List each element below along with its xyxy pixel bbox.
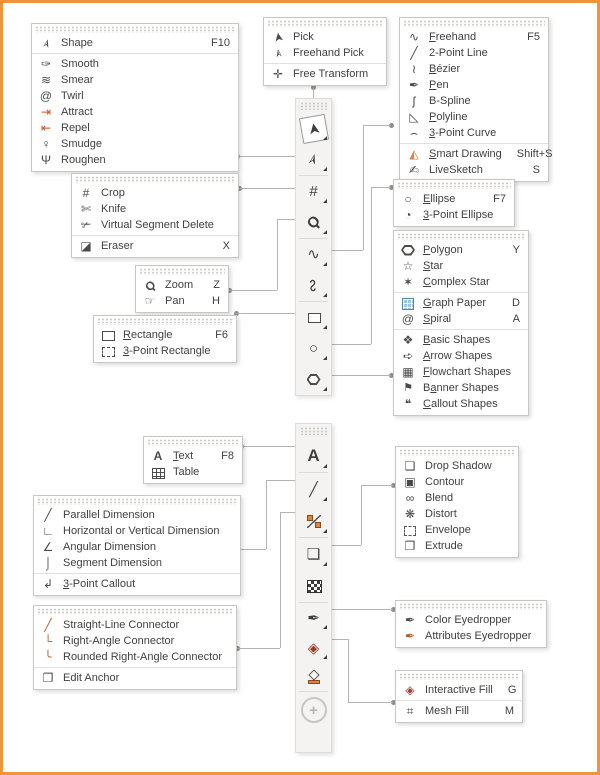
toolbar-grip xyxy=(300,427,327,435)
menu-item-shortcut: D xyxy=(512,297,520,309)
menu-item-envelope[interactable] xyxy=(396,522,518,538)
shape-icon: ➢ xyxy=(37,36,55,50)
connector-line xyxy=(331,250,363,251)
menu-item-label: Callout Shapes xyxy=(423,398,498,410)
basic-shapes-icon: ❖ xyxy=(402,333,414,347)
crop-icon: # xyxy=(82,186,90,200)
distort-icon: ❋ xyxy=(404,507,416,521)
menu-item-label: Arrow Shapes xyxy=(423,350,493,362)
menu-item-right-angle-connector[interactable] xyxy=(34,633,236,649)
smudge-icon: ♀ xyxy=(41,137,51,151)
freehand-tool[interactable] xyxy=(296,239,331,270)
zoom-tool[interactable] xyxy=(296,207,331,238)
attract-icon: ⇥ xyxy=(40,105,52,119)
dimension-tool[interactable] xyxy=(296,473,331,505)
menu-item-pen[interactable] xyxy=(400,77,548,93)
menu-item-label: Ellipse xyxy=(423,193,456,205)
effects-flyout xyxy=(395,446,519,558)
flyout-grip xyxy=(267,20,383,27)
freehand-icon: ∿ xyxy=(307,246,320,263)
three-point-callout-icon: ↲ xyxy=(42,577,54,591)
smart-drawing-icon: ◭ xyxy=(409,147,419,161)
menu-item-label: Knife xyxy=(101,203,127,215)
menu-item-3-point-rectangle[interactable] xyxy=(94,343,236,359)
menu-item-shortcut: S xyxy=(532,164,540,176)
menu-item-label: Basic Shapes xyxy=(423,334,491,346)
attributes-eyedropper-icon: ✒ xyxy=(404,629,416,643)
menu-item-label: Rectangle xyxy=(123,329,173,341)
menu-item-label: Eraser xyxy=(101,240,134,252)
menu-item-banner-shapes[interactable] xyxy=(394,380,528,396)
pick-icon: ➤ xyxy=(270,30,286,44)
twirl-icon: @ xyxy=(39,89,53,103)
blend-icon: ∞ xyxy=(405,491,415,505)
menu-item-table[interactable] xyxy=(144,464,242,480)
menu-item-label: Angular Dimension xyxy=(63,541,156,553)
callout-shapes-icon: ❝ xyxy=(404,397,412,411)
menu-item-label: Shape xyxy=(61,37,93,49)
menu-item-label: Repel xyxy=(61,122,90,134)
flyout-grip xyxy=(397,182,511,189)
spiral-icon: @ xyxy=(401,312,415,326)
menu-item-knife[interactable] xyxy=(72,201,238,217)
menu-item-3-point-callout[interactable] xyxy=(34,576,240,592)
flyout-grip xyxy=(399,673,519,680)
pick-tool[interactable] xyxy=(296,113,331,144)
menu-item-shortcut: Z xyxy=(213,279,220,291)
text-tool[interactable] xyxy=(296,438,331,472)
smooth-icon: ✑ xyxy=(40,57,52,71)
menu-item-label: Smart Drawing xyxy=(429,148,502,160)
freehand-pick-icon: ➣ xyxy=(270,46,286,60)
menu-separator xyxy=(32,53,238,54)
menu-item-smart-drawing[interactable] xyxy=(400,146,553,162)
menu-item-label: Virtual Segment Delete xyxy=(101,219,214,231)
transparency-tool[interactable] xyxy=(296,570,331,602)
menu-item-label: Distort xyxy=(425,508,457,520)
right-angle-connector-icon: └ xyxy=(43,634,53,648)
toolbox-customize-button[interactable] xyxy=(296,692,331,752)
ellipse-icon: ○ xyxy=(308,340,319,357)
menu-item-label: Pick xyxy=(293,31,314,43)
menu-separator xyxy=(394,329,528,330)
menu-item-label: Star xyxy=(423,260,444,272)
shape-tool[interactable] xyxy=(296,144,331,175)
menu-item-star[interactable] xyxy=(394,258,528,274)
menu-item-shortcut: Y xyxy=(512,244,520,256)
flyout-grip xyxy=(97,318,233,325)
flowchart-shapes-icon: ▦ xyxy=(402,365,414,379)
menu-item-label: Interactive Fill xyxy=(425,684,493,696)
smart-fill-tool[interactable] xyxy=(296,663,331,691)
flyout-grip xyxy=(75,176,235,183)
object-flyout xyxy=(393,230,529,416)
contour-icon: ▣ xyxy=(404,475,416,489)
menu-item-label: Spiral xyxy=(423,313,452,325)
menu-item-crop[interactable] xyxy=(72,185,238,201)
connector-line xyxy=(266,480,295,481)
text-icon: A xyxy=(153,449,163,463)
menu-item-2-point-line[interactable] xyxy=(400,45,548,61)
rectangle-icon xyxy=(101,329,115,342)
menu-item-label: Smear xyxy=(61,74,94,86)
connector-line xyxy=(363,125,364,250)
menu-item-label: 3-Point Ellipse xyxy=(423,209,494,221)
menu-item-color-eyedropper[interactable] xyxy=(396,612,546,628)
virtual-segment-delete-icon: ✃ xyxy=(80,218,92,232)
transparency-icon xyxy=(307,580,321,593)
polygon-icon xyxy=(401,244,415,257)
connector-line xyxy=(239,188,295,189)
menu-item-twirl[interactable] xyxy=(32,88,238,104)
customize-plus-icon: + xyxy=(301,697,327,723)
connector-line xyxy=(236,313,295,314)
menu-item-shortcut: F10 xyxy=(211,37,230,49)
angular-dimension-icon: ∠ xyxy=(42,540,54,554)
menu-item-label: Envelope xyxy=(425,524,471,536)
arrow-shapes-icon: ➪ xyxy=(402,349,414,363)
b-spline-icon: ʃ xyxy=(412,94,416,108)
shape-icon: ➢ xyxy=(303,151,324,168)
menu-separator xyxy=(34,667,236,668)
drop-shadow-tool[interactable] xyxy=(296,538,331,570)
menu-item-shortcut: M xyxy=(504,705,514,717)
rectangle-icon xyxy=(307,311,321,324)
connector-line xyxy=(277,219,278,290)
text-flyout xyxy=(143,436,243,484)
menu-item-rectangle[interactable] xyxy=(94,327,236,343)
shape-flyout xyxy=(31,23,239,172)
rectangle-flyout xyxy=(93,315,237,363)
menu-item-roughen[interactable] xyxy=(32,152,238,168)
flyout-grip xyxy=(37,498,237,505)
free-transform-icon: ✛ xyxy=(272,67,284,81)
menu-item-horizontal-or-vertical-dimension[interactable] xyxy=(34,523,240,539)
straight-line-connector-icon: ╱ xyxy=(44,618,52,632)
menu-item-3-point-ellipse[interactable] xyxy=(394,207,514,223)
graph-paper-icon xyxy=(401,297,415,310)
menu-item-label: Smudge xyxy=(61,138,102,150)
zoom-flyout xyxy=(135,265,229,313)
menu-item-label: Rounded Right-Angle Connector xyxy=(63,651,222,663)
two-point-line-icon: ╱ xyxy=(410,46,418,60)
ellipse-tool[interactable] xyxy=(296,333,331,364)
menu-item-virtual-segment-delete[interactable] xyxy=(72,217,238,233)
repel-icon: ⇤ xyxy=(40,121,52,135)
menu-item-label: Blend xyxy=(425,492,454,504)
pick-flyout xyxy=(263,17,387,86)
dimension-flyout xyxy=(33,495,241,596)
connector-line xyxy=(331,639,348,640)
menu-item-label: Free Transform xyxy=(293,68,369,80)
menu-item-polygon[interactable] xyxy=(394,242,528,258)
menu-item-blend[interactable] xyxy=(396,490,518,506)
connector-tool-icon xyxy=(307,515,321,528)
menu-item-label: 2-Point Line xyxy=(429,47,488,59)
connector-line xyxy=(331,545,361,546)
menu-item-smooth[interactable] xyxy=(32,56,238,72)
polygon-tool[interactable] xyxy=(296,364,331,395)
menu-item-label: Segment Dimension xyxy=(63,557,163,569)
banner-shapes-icon: ⚑ xyxy=(403,381,413,394)
menu-item-ellipse[interactable] xyxy=(394,191,514,207)
connector-tool[interactable] xyxy=(296,505,331,537)
menu-item-graph-paper[interactable] xyxy=(394,295,528,311)
menu-item-label: Roughen xyxy=(61,154,106,166)
menu-item-mesh-fill[interactable] xyxy=(396,703,522,719)
menu-item-extrude[interactable] xyxy=(396,538,518,554)
menu-item-label: Bézier xyxy=(429,63,461,75)
menu-item-label: Graph Paper xyxy=(423,297,486,309)
toolbox-bottom xyxy=(295,423,332,753)
eyedropper-flyout xyxy=(395,600,547,648)
menu-item-polyline[interactable] xyxy=(400,109,548,125)
rounded-right-angle-connector-icon: ╰ xyxy=(44,650,52,664)
menu-item-spiral[interactable] xyxy=(394,311,528,327)
menu-item-label: Right-Angle Connector xyxy=(63,635,175,647)
crop-flyout xyxy=(71,173,239,258)
menu-item-smear[interactable] xyxy=(32,72,238,88)
menu-item-label: Freehand Pick xyxy=(293,47,364,59)
menu-item-zoom[interactable] xyxy=(136,277,228,293)
menu-item-shortcut: F8 xyxy=(221,450,234,462)
connector-line xyxy=(371,187,391,188)
toolbar-grip xyxy=(300,102,327,110)
extrude-icon: ❒ xyxy=(404,539,416,553)
menu-item-shortcut: A xyxy=(512,313,520,325)
menu-item-freehand[interactable] xyxy=(400,29,548,45)
parallel-dimension-icon: ╱ xyxy=(44,508,52,522)
menu-item-label: Smooth xyxy=(61,58,99,70)
freehand-icon: ∿ xyxy=(408,30,420,44)
knife-icon: ✄ xyxy=(80,202,92,216)
drop-shadow-icon: ❏ xyxy=(404,459,416,473)
menu-item-label: Freehand xyxy=(429,31,477,43)
connector-line xyxy=(361,485,362,545)
smart-fill-icon xyxy=(307,671,321,684)
color-eyedropper-tool[interactable] xyxy=(296,603,331,633)
menu-item-3-point-curve[interactable] xyxy=(400,125,548,141)
menu-item-livesketch[interactable] xyxy=(400,162,548,178)
connector-line xyxy=(363,125,391,126)
crop-tool[interactable] xyxy=(296,176,331,207)
flyout-grip xyxy=(37,608,233,615)
connector-line xyxy=(331,344,371,345)
connector-line xyxy=(348,639,349,702)
menu-item-label: 3-Point Rectangle xyxy=(123,345,211,357)
menu-item-label: Contour xyxy=(425,476,465,488)
menu-item-attributes-eyedropper[interactable] xyxy=(396,628,546,644)
pan-icon: ☞ xyxy=(144,294,156,308)
menu-item-edit-anchor[interactable] xyxy=(34,670,236,686)
menu-item-label: Straight-Line Connector xyxy=(63,619,180,631)
menu-item-eraser[interactable] xyxy=(72,238,238,254)
connector-line xyxy=(277,219,295,220)
pen-icon: ✒ xyxy=(408,78,420,92)
flyout-grip xyxy=(399,603,543,610)
menu-item-label: Twirl xyxy=(61,90,84,102)
rectangle-tool[interactable] xyxy=(296,302,331,333)
three-point-curve-icon: ⌢ xyxy=(410,126,418,140)
zoom-icon: Ϙ xyxy=(141,276,159,294)
menu-item-label: Edit Anchor xyxy=(63,672,120,684)
menu-item-label: Banner Shapes xyxy=(423,382,499,394)
interactive-fill-icon: ◈ xyxy=(405,683,415,697)
connector-line xyxy=(313,87,314,98)
menu-item-shortcut: X xyxy=(222,240,230,252)
drop-shadow-icon: ❏ xyxy=(306,545,321,563)
menu-item-segment-dimension[interactable] xyxy=(34,555,240,571)
menu-separator xyxy=(400,143,548,144)
complex-star-icon: ✶ xyxy=(402,275,414,289)
menu-item-complex-star[interactable] xyxy=(394,274,528,290)
menu-item-shortcut: F6 xyxy=(215,329,228,341)
menu-item-label: 3-Point Callout xyxy=(63,578,136,590)
horizontal-or-vertical-dimension-icon: ∟ xyxy=(42,524,54,538)
crop-icon: # xyxy=(309,183,318,200)
menu-item-label: Extrude xyxy=(425,540,463,552)
menu-item-label: Mesh Fill xyxy=(425,705,470,717)
menu-separator xyxy=(264,63,386,64)
menu-item-free-transform[interactable] xyxy=(264,66,386,82)
menu-item-text[interactable] xyxy=(144,448,242,464)
menu-item-straight-line-connector[interactable] xyxy=(34,617,236,633)
menu-item-smudge[interactable] xyxy=(32,136,238,152)
menu-separator xyxy=(396,700,522,701)
menu-item-label: Table xyxy=(173,466,200,478)
flyout-grip xyxy=(147,439,239,446)
menu-item-parallel-dimension[interactable] xyxy=(34,507,240,523)
menu-item-shape[interactable] xyxy=(32,35,238,51)
menu-separator xyxy=(394,292,528,293)
color-eyedropper-icon: ✒ xyxy=(404,613,416,627)
menu-item-interactive-fill[interactable] xyxy=(396,682,522,698)
menu-item-label: Zoom xyxy=(165,279,194,291)
polygon-icon xyxy=(307,373,321,386)
connector-line xyxy=(229,290,277,291)
menu-item-shortcut: G xyxy=(507,684,517,696)
menu-item-label: Complex Star xyxy=(423,276,490,288)
three-point-ellipse-icon: ◔ xyxy=(404,208,412,222)
menu-item-angular-dimension[interactable] xyxy=(34,539,240,555)
menu-item-shortcut: H xyxy=(212,295,220,307)
curve-flyout xyxy=(399,17,553,182)
artistic-media-icon: ∾ xyxy=(304,278,323,293)
menu-item-basic-shapes[interactable] xyxy=(394,332,528,348)
menu-item-label: Polyline xyxy=(429,111,468,123)
menu-item-b-spline[interactable] xyxy=(400,93,548,109)
connector-line xyxy=(371,187,372,344)
menu-separator xyxy=(34,573,240,574)
menu-item-label: Horizontal or Vertical Dimension xyxy=(63,525,220,537)
menu-item-rounded-right-angle-connector[interactable] xyxy=(34,649,236,665)
connector-line xyxy=(241,446,295,447)
menu-item-arrow-shapes[interactable] xyxy=(394,348,528,364)
menu-item-callout-shapes[interactable] xyxy=(394,396,528,412)
interactive-fill-tool[interactable] xyxy=(296,633,331,663)
menu-item-label: Parallel Dimension xyxy=(63,509,155,521)
flyout-grip xyxy=(399,449,515,456)
edit-anchor-icon: ❐ xyxy=(42,671,54,685)
livesketch-icon: ✍ xyxy=(408,163,420,177)
menu-item-flowchart-shapes[interactable] xyxy=(394,364,528,380)
connector-line xyxy=(331,609,393,610)
menu-item-label: Flowchart Shapes xyxy=(423,366,512,378)
mesh-fill-icon: ⌗ xyxy=(406,704,414,718)
connector-line xyxy=(361,485,393,486)
text-icon: A xyxy=(307,445,320,465)
envelope-icon xyxy=(403,524,417,537)
connector-line xyxy=(280,512,281,648)
color-eyedropper-icon: ✒ xyxy=(307,609,320,627)
connector-line xyxy=(348,702,393,703)
menu-item-label: Text xyxy=(173,450,194,462)
menu-item-repel[interactable] xyxy=(32,120,238,136)
bezier-icon: ≀ xyxy=(411,62,417,76)
interactive-fill-icon: ◈ xyxy=(307,639,320,657)
artistic-media-tool[interactable] xyxy=(296,270,331,301)
flyout-grip xyxy=(397,233,525,240)
menu-item-label: 3-Point Curve xyxy=(429,127,497,139)
menu-item-drop-shadow[interactable] xyxy=(396,458,518,474)
segment-dimension-icon: ⌡ xyxy=(44,556,52,570)
menu-item-contour[interactable] xyxy=(396,474,518,490)
menu-item-label: Drop Shadow xyxy=(425,460,492,472)
ellipse-icon: ○ xyxy=(404,192,412,206)
smear-icon: ≋ xyxy=(40,73,52,87)
connector-line xyxy=(237,156,295,157)
menu-item-shortcut: Shift+S xyxy=(516,148,553,160)
star-icon: ☆ xyxy=(402,259,414,273)
menu-item-label: Pan xyxy=(165,295,185,307)
flyout-grip xyxy=(403,20,545,27)
connector-line xyxy=(266,480,267,549)
menu-separator xyxy=(72,235,238,236)
toolbox-top xyxy=(295,98,332,396)
pick-icon: ➤ xyxy=(298,113,328,143)
menu-item-label: B-Spline xyxy=(429,95,471,107)
table-icon xyxy=(151,466,165,479)
menu-item-label: Polygon xyxy=(423,244,463,256)
connector-line xyxy=(280,512,295,513)
connector-flyout xyxy=(33,605,237,690)
connector-line xyxy=(331,375,391,376)
menu-item-shortcut: F5 xyxy=(527,31,540,43)
menu-item-attract[interactable] xyxy=(32,104,238,120)
menu-item-label: Crop xyxy=(101,187,125,199)
menu-item-label: Attract xyxy=(61,106,93,118)
menu-item-b-zier[interactable] xyxy=(400,61,548,77)
fill-flyout xyxy=(395,670,523,723)
menu-item-freehand-pick[interactable] xyxy=(264,45,386,61)
flyout-grip xyxy=(35,26,235,33)
menu-item-distort[interactable] xyxy=(396,506,518,522)
zoom-icon: Ϙ xyxy=(303,212,324,233)
menu-item-shortcut: F7 xyxy=(493,193,506,205)
menu-item-label: Color Eyedropper xyxy=(425,614,512,626)
ellipse-flyout xyxy=(393,179,515,227)
menu-item-label: Pen xyxy=(429,79,449,91)
eraser-icon: ◪ xyxy=(80,239,92,253)
three-point-rectangle-icon xyxy=(101,345,115,358)
connector-line xyxy=(237,648,280,649)
roughen-icon: Ψ xyxy=(40,153,52,167)
menu-item-label: LiveSketch xyxy=(429,164,483,176)
polyline-icon: ◺ xyxy=(409,110,419,124)
menu-item-label: Attributes Eyedropper xyxy=(425,630,532,642)
dimension-tool-icon: ╱ xyxy=(309,481,318,497)
